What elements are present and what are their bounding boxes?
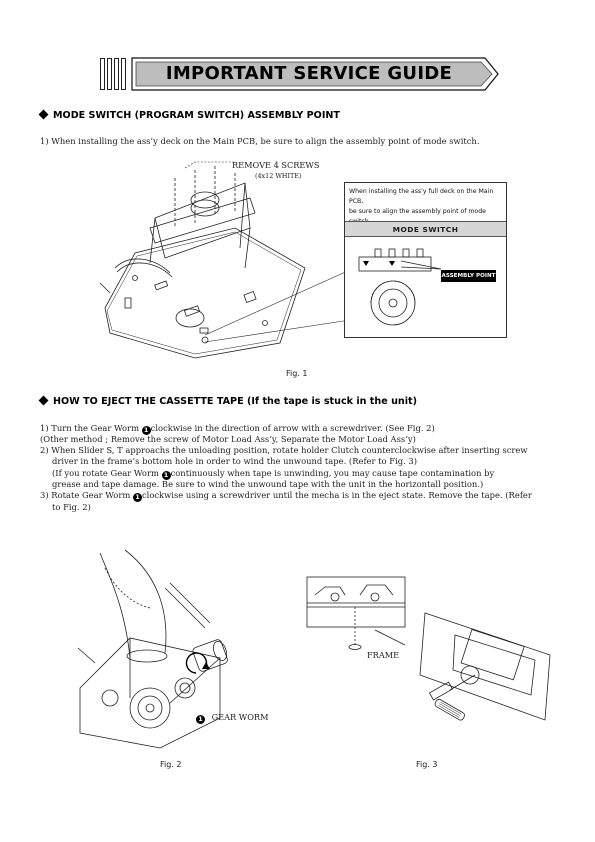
- inset-note-line-2: be sure to align the assembly point of mode: [349, 208, 486, 215]
- gear-worm-number-badge: 1: [162, 471, 171, 480]
- inset-title-bar: MODE SWITCH: [345, 221, 506, 237]
- diamond-bullet-icon: [39, 110, 49, 120]
- eject-step-1-text-a: 1) Turn the Gear Worm: [40, 423, 142, 433]
- gear-worm-number-badge: 1: [133, 493, 142, 502]
- eject-step-3-cont: to Fig. 2): [52, 502, 91, 512]
- diamond-bullet-icon: [39, 396, 49, 406]
- fig1-caption: Fig. 1: [286, 369, 308, 378]
- banner-stripe-decoration: [100, 58, 126, 90]
- gear-worm-callout: [196, 712, 268, 724]
- gear-worm-number-badge: 1: [196, 715, 205, 724]
- eject-step-1-text-b: clockwise in the direction of arrow with a screwdriver. (See Fig. 2): [150, 423, 435, 433]
- page-title: IMPORTANT SERVICE GUIDE: [165, 63, 453, 84]
- eject-other-method: (Other method ; Remove the screw of Motor Load Ass’y, Separate the Motor Load Ass’y): [40, 434, 416, 444]
- gear-worm-label: GEAR WORM: [211, 712, 269, 722]
- assembly-point-tag: ASSEMBLY POINT: [441, 270, 496, 282]
- gear-worm-number-badge: 1: [142, 426, 151, 435]
- eject-step-3: [40, 490, 532, 502]
- section-heading-eject-tape: HOW TO EJECT THE CASSETTE TAPE (If the tape is stuck in the unit): [40, 396, 417, 407]
- eject-caution-text-a: (If you rotate Gear Worm: [52, 468, 162, 478]
- eject-step-3-text-a: 3) Rotate Gear Worm: [40, 490, 133, 500]
- instruction-step-1: 1) When installing the ass’y deck on the Main PCB, be sure to align the assembly point of mode switch.: [40, 136, 480, 146]
- eject-caution-cont: grease and tape damage. Be sure to wind the unwound tape with the unit in the horizontall position.): [52, 479, 484, 489]
- fig3-caption: Fig. 3: [416, 760, 438, 769]
- inset-note-line-1: When installing the ass'y full deck on the Main PCB,: [349, 188, 494, 205]
- fig3-frame-drawing: [305, 575, 555, 725]
- frame-label: FRAME: [367, 650, 400, 660]
- fig1-pointer-lines: [200, 250, 360, 350]
- mode-switch-inset-box: [344, 182, 507, 338]
- remove-screws-label: REMOVE 4 SCREWS: [232, 160, 320, 170]
- section-heading-mode-switch: MODE SWITCH (PROGRAM SWITCH) ASSEMBLY POINT: [40, 110, 340, 121]
- mode-switch-drawing: [345, 239, 506, 337]
- header-banner: [100, 56, 500, 92]
- eject-step-3-text-b: clockwise using a screwdriver until the mecha is in the eject state. Remove the tape. (Refer: [141, 490, 532, 500]
- eject-step-2: 2) When Slider S, T approachs the unloading position, rotate holder Clutch counterclockwise after inserting screw: [40, 445, 528, 455]
- screw-spec-label: (4x12 WHITE): [255, 172, 302, 180]
- eject-caution-text-b: continuously when tape is unwinding, you may cause tape contamination by: [170, 468, 495, 478]
- fig2-caption: Fig. 2: [160, 760, 182, 769]
- eject-step-2-cont: driver in the frame’s bottom hole in order to wind the unwound tape. (Refer to Fig. 3): [52, 456, 418, 466]
